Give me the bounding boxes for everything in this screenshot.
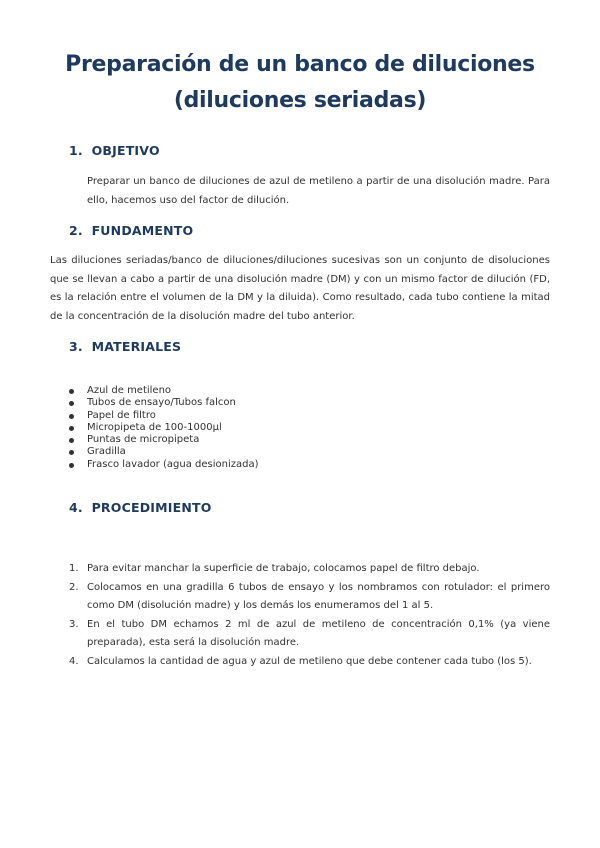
step-number: 3.	[69, 618, 79, 630]
list-item-text: Gradilla	[87, 446, 126, 458]
objetivo-paragraph: Preparar un banco de diluciones de azul de metileno a partir de una disolución madre. Para ello, hacemos uso del factor de dilución.	[87, 176, 550, 206]
section-title: OBJETIVO	[91, 143, 160, 158]
section-number: 4.	[69, 500, 83, 515]
list-item-text: Azul de metileno	[87, 385, 172, 396]
section-title: MATERIALES	[91, 339, 182, 354]
step-number: 4.	[69, 655, 79, 667]
bullet-icon	[69, 463, 74, 468]
step-number: 2.	[69, 581, 79, 593]
step-number: 1.	[69, 563, 79, 574]
document-title-line-2: (diluciones seriadas)	[173, 88, 427, 113]
list-item-text: Puntas de micropipeta	[87, 434, 200, 446]
list-item	[67, 385, 367, 397]
step-item	[69, 579, 550, 616]
section-title: FUNDAMENTO	[91, 223, 194, 238]
step-item	[69, 653, 550, 672]
list-item	[67, 446, 367, 458]
list-item	[67, 434, 367, 446]
section-heading-materiales	[69, 339, 181, 354]
list-item-text: Micropipeta de 100-1000µl	[87, 421, 222, 433]
section-heading-objetivo	[69, 143, 160, 158]
section-heading-procedimiento	[69, 500, 212, 515]
section-number: 3.	[69, 339, 83, 354]
section-number: 1.	[69, 143, 83, 158]
step-item	[69, 560, 550, 579]
procedure-steps	[69, 560, 550, 671]
bullet-icon	[69, 401, 74, 406]
step-text: Para evitar manchar la superficie de trabajo, colocamos papel de filtro debajo.	[87, 563, 480, 574]
bullet-icon	[69, 438, 74, 443]
list-item	[67, 422, 367, 434]
section-title: PROCEDIMIENTO	[91, 500, 212, 515]
step-text: Colocamos en una gradilla 6 tubos de ensayo y los nombramos con rotulador: el primero como DM (disolución madre) y los demás los enumeramos del 1 al 5.	[87, 581, 550, 611]
list-item	[67, 397, 367, 409]
list-item-text: Frasco lavador (agua desionizada)	[87, 458, 259, 470]
document-title-line-1: Preparación de un banco de diluciones	[65, 52, 535, 77]
bullet-icon	[69, 426, 74, 431]
step-text: Calculamos la cantidad de agua y azul de metileno que debe contener cada tubo (los 5).	[87, 655, 532, 667]
list-item-text: Tubos de ensayo/Tubos falcon	[87, 397, 236, 409]
list-item	[67, 410, 367, 422]
bullet-icon	[69, 414, 74, 419]
bullet-icon	[69, 389, 74, 394]
fundamento-paragraph: Las diluciones seriadas/banco de diluciones/diluciones sucesivas son un conjunto de disoluciones que se llevan a cabo a partir de una disolución madre (DM) y con un mismo factor de dilución (FD, es la relación entre el volumen de la DM y la diluida). Como resultado, cada tubo contiene la mitad de la concentración de la disolución madre del tubo anterior.	[50, 255, 550, 322]
section-heading-fundamento	[69, 223, 193, 238]
list-item	[67, 459, 367, 471]
materials-list	[67, 385, 367, 471]
step-text: En el tubo DM echamos 2 ml de azul de metileno de concentración 0,1% (ya viene preparada), esta será la disolución madre.	[87, 618, 550, 648]
bullet-icon	[69, 450, 74, 455]
section-number: 2.	[69, 223, 83, 238]
step-item	[69, 616, 550, 653]
list-item-text: Papel de filtro	[87, 409, 156, 421]
